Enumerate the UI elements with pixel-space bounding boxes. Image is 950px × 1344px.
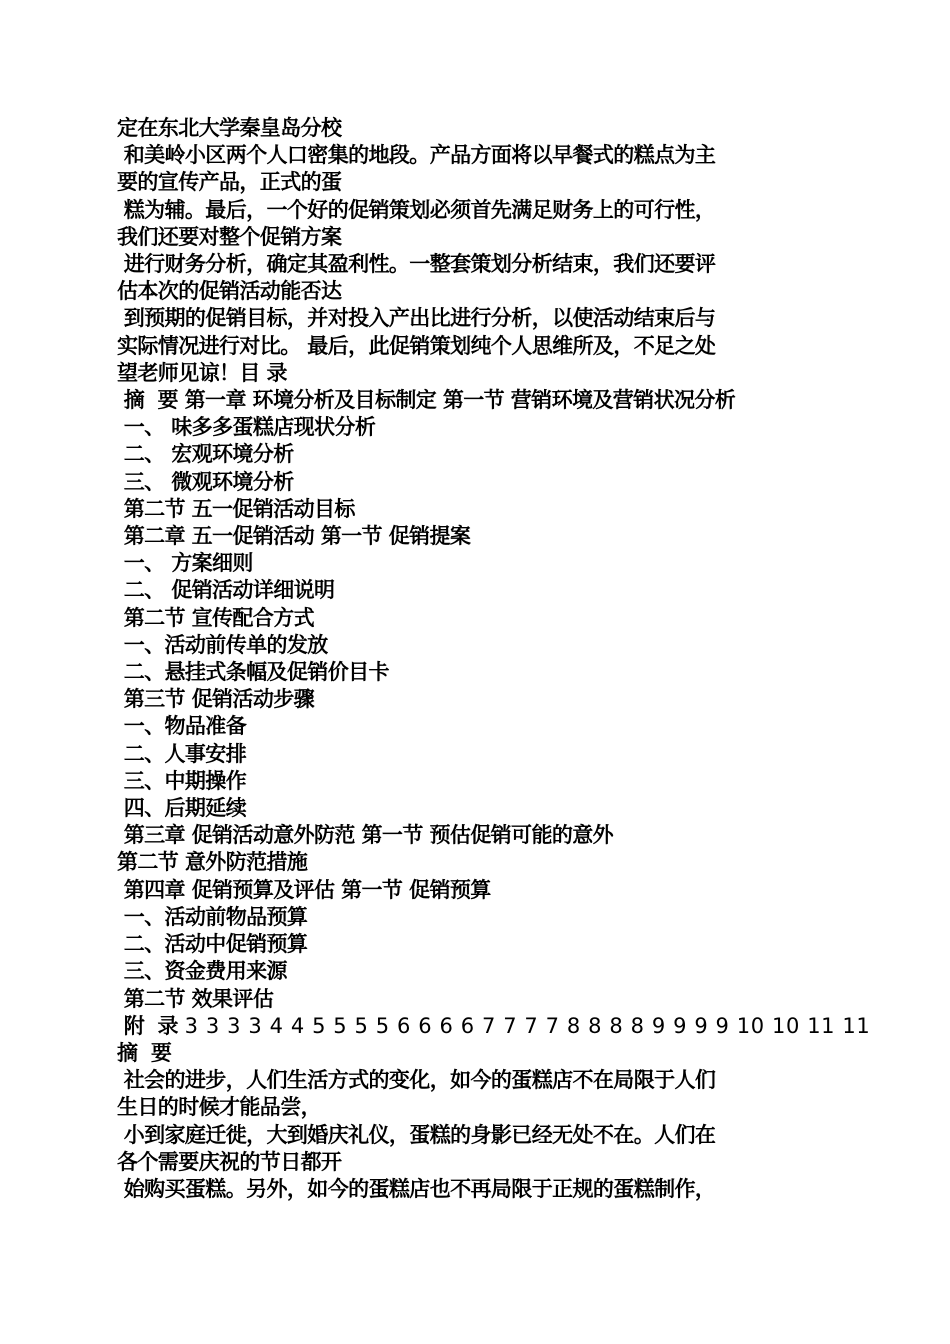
text-line: 我们还要对整个促销方案: [117, 224, 342, 249]
text-line: 摘 要 第一章 环境分析及目标制定 第一节 营销环境及营销状况分析: [117, 388, 736, 413]
appendix-page-numbers: 3 3 3 3 4 4 5 5 5 5 6 6 6 6 7 7 7 7 8 8 8 8 9 9 9 9 10 10 11 11: [184, 1013, 871, 1038]
text-block-abstract: [117, 1040, 837, 1203]
text-line: 定在东北大学秦皇岛分校: [117, 116, 342, 140]
text-line: 实际情况进行对比。 最后，此促销策划纯个人思维所及，不足之处: [117, 333, 716, 358]
text-line: 二、人事安排: [117, 741, 247, 766]
abstract-text-line: 摘 要: [117, 1040, 172, 1065]
text-line: 糕为辅。最后，一个好的促销策划必须首先满足财务上的可行性，: [117, 197, 716, 222]
text-line: 三、 微观环境分析: [117, 469, 294, 494]
text-line: 和美岭小区两个人口密集的地段。产品方面将以早餐式的糕点为主: [117, 143, 716, 168]
text-block-intro-and-toc: [117, 115, 837, 1013]
text-line: 第二节 意外防范措施: [117, 850, 308, 875]
text-line: 二、 宏观环境分析: [117, 442, 294, 467]
text-line: 四、后期延续: [117, 796, 247, 821]
text-line: 第二节 五一促销活动目标: [117, 496, 355, 521]
text-line: 一、活动前物品预算: [117, 904, 308, 929]
abstract-text-line: 各个需要庆祝的节日都开: [117, 1149, 342, 1174]
text-line: 一、 方案细则: [117, 551, 253, 576]
text-line: 第二节 宣传配合方式: [117, 605, 315, 630]
text-line: 第四章 促销预算及评估 第一节 促销预算: [117, 877, 491, 902]
document-body: [117, 115, 871, 1203]
text-line: 第三章 促销活动意外防范 第一节 预估促销可能的意外: [117, 823, 614, 848]
text-line: 估本次的促销活动能否达: [117, 279, 342, 304]
text-line: 二、悬挂式条幅及促销价目卡: [117, 660, 389, 685]
text-line: 一、 味多多蛋糕店现状分析: [117, 415, 376, 440]
appendix-label: 附 录: [117, 1013, 185, 1038]
text-line: 二、活动中促销预算: [117, 932, 308, 957]
text-line: 要的宣传产品，正式的蛋: [117, 170, 342, 195]
abstract-text-line: 社会的进步，人们生活方式的变化，如今的蛋糕店不在局限于人们: [117, 1068, 716, 1093]
appendix-line: [117, 1013, 871, 1040]
text-line: 一、活动前传单的发放: [117, 632, 328, 657]
text-line: 三、中期操作: [117, 768, 247, 793]
text-line: 三、资金费用来源: [117, 959, 287, 984]
text-line: 第二章 五一促销活动 第一节 促销提案: [117, 524, 471, 549]
abstract-text-line: 小到家庭迁徙，大到婚庆礼仪，蛋糕的身影已经无处不在。人们在: [117, 1122, 716, 1147]
text-line: 到预期的促销目标，并对投入产出比进行分析，以使活动结束后与: [117, 306, 716, 331]
text-line: 第三节 促销活动步骤: [117, 687, 315, 712]
abstract-text-line: 生日的时候才能品尝，: [117, 1095, 321, 1120]
text-line: 二、 促销活动详细说明: [117, 578, 335, 603]
text-line: 一、物品准备: [117, 714, 247, 739]
text-line: 进行财务分析，确定其盈利性。一整套策划分析结束，我们还要评: [117, 252, 716, 277]
text-line: 望老师见谅！目 录: [117, 360, 287, 385]
text-line: 第二节 效果评估: [117, 986, 274, 1011]
abstract-text-line: 始购买蛋糕。另外，如今的蛋糕店也不再局限于正规的蛋糕制作，: [117, 1176, 716, 1201]
